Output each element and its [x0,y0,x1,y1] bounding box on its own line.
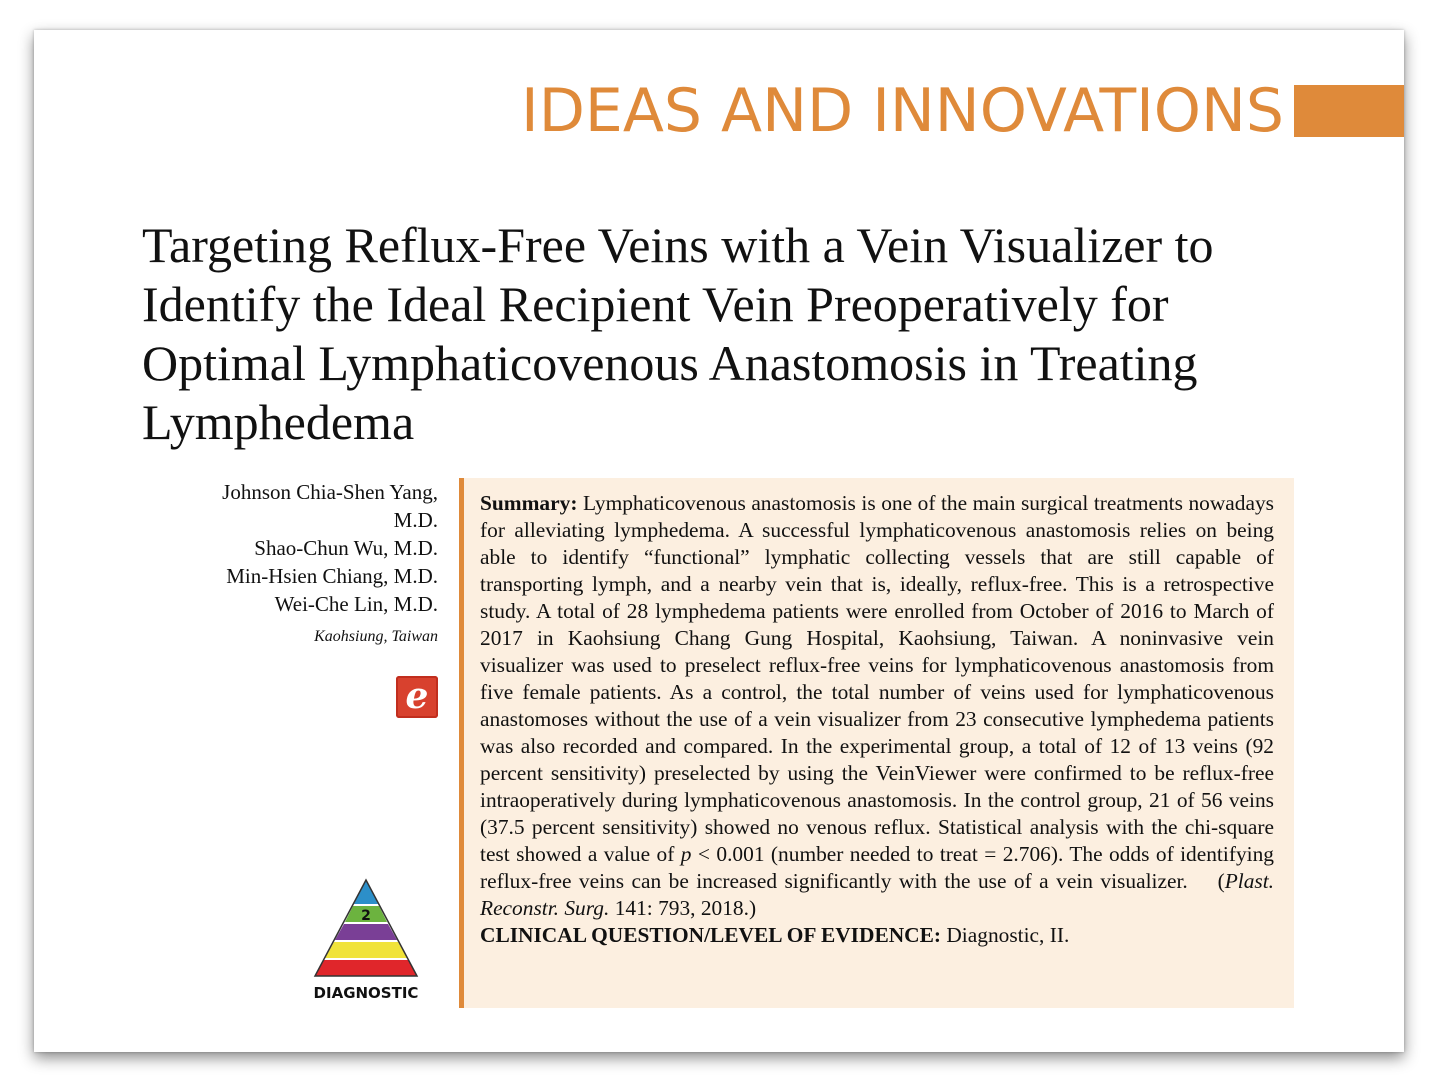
author-line: Min-Hsien Chiang, M.D. [226,564,438,588]
summary-label: Summary: [480,491,578,515]
p-value-symbol: p [680,842,692,866]
pyramid-tier-yellow [325,942,407,958]
summary-body: Lymphaticovenous anastomosis is one of the main surgical treatments nowadays for alleviating lymphedema. A successful lymphaticovenous anastomosis relies on being able to identify “functional” lymphatic collecting vessels that are still capable of transporting lymph, and a nearby vein that is, ideally, reflux-free. This is a retrospective study. A total of 28 lymphedema patients were enrolled from October of 2016 to March of 2017 in Kaohsiung Chang Gung Hospital, Kaohsiung, Taiwan. A noninvasive vein visualizer was used to preselect reflux-free veins for lymphaticovenous anastomosis from five female patients. As a control, the total number of veins used for lymphaticovenous anastomoses without the use of a vein visualizer from 23 consecutive lymphedema patients was also recorded and compared. In the experimental group, a total of 12 of 13 veins (92 percent sensitivity) preselected by using the VeinViewer were confirmed to be reflux-free intraoperatively during lymphaticovenous anastomosis. In the control group, 21 of 56 veins (37.5 percent sensitivity) showed no venous reflux. Statistical analysis with the chi-square test showed a value of [480,491,1274,866]
pyramid-tier-red [315,960,417,976]
pyramid-tier-blue [354,880,378,904]
author-line: M.D. [393,508,438,532]
summary-paragraph [480,490,1274,922]
article-title: Targeting Reflux-Free Veins with a Vein Visualizer to Identify the Ideal Recipient Vein Preoperatively for Optimal Lymphaticovenous Anastomosis in Treating Lymphedema [142,217,1214,450]
evidence-label: DIAGNOSTIC [313,984,419,1002]
section-header [521,66,1404,156]
author-list [164,478,438,618]
clinical-question-label: CLINICAL QUESTION/LEVEL OF EVIDENCE: [480,923,941,947]
citation-open: ( [1217,869,1225,893]
clinical-question-value: Diagnostic, II. [946,923,1070,947]
author-line: Wei-Che Lin, M.D. [274,592,438,616]
article-page [34,30,1404,1052]
pyramid-tier-purple [335,924,397,940]
author-line: Johnson Chia-Shen Yang, [222,480,438,504]
section-accent-bar [1294,85,1404,137]
author-line: Shao-Chun Wu, M.D. [254,536,438,560]
evidence-level-number: 2 [361,908,371,924]
summary-box [459,478,1294,1008]
section-title: IDEAS AND INNOVATIONS [521,76,1284,146]
citation-journal: Plast. Reconstr. Surg. [480,869,1275,920]
evidence-pyramid-icon [296,878,436,1008]
summary-body-continued: < 0.001 (number needed to treat = 2.706). The odds of identifying reflux-free veins can be increased significantly with the use of a vein visualizer. [480,842,1274,893]
clinical-question [480,922,1274,949]
electronic-supplement-icon: e [396,676,438,718]
affiliation: Kaohsiung, Taiwan [314,628,438,645]
citation-details: 141: 793, 2018.) [614,896,757,920]
